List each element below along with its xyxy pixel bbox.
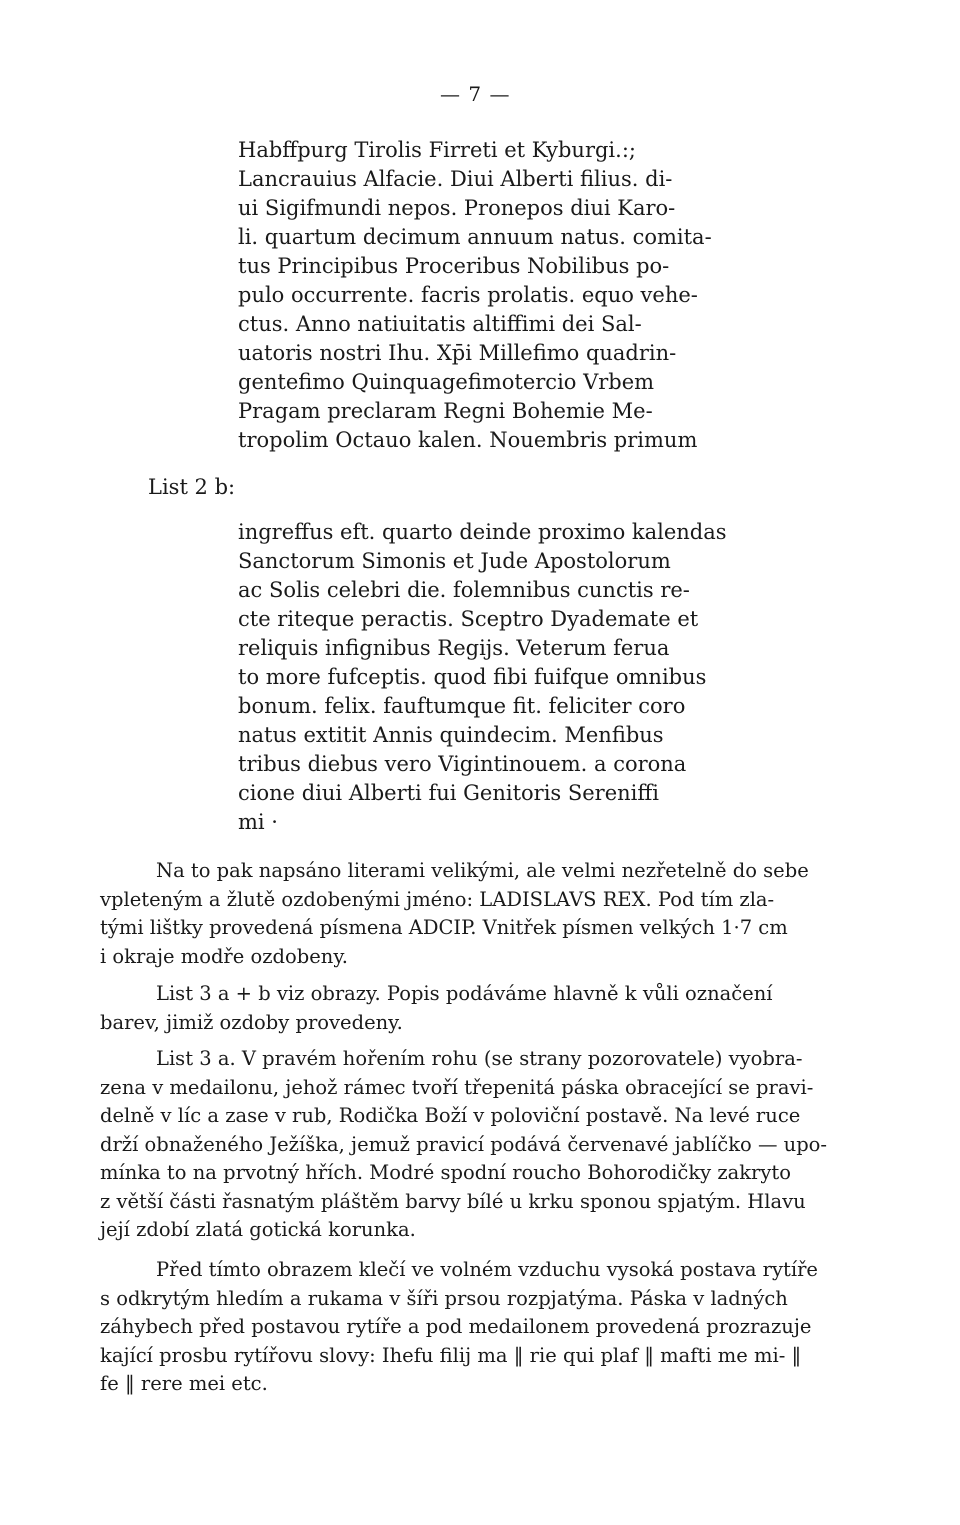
paragraph-list-3a [100,1045,865,1245]
latin-verse-block-b [238,518,727,837]
verse-line: ac Solis celebri die. folemnibus cunctis re- [238,578,690,602]
verse-line: Sanctorum Simonis et Jude Apostolorum [238,549,671,573]
paragraph-line: List 3 a. V pravém hořením rohu (se strany pozorovatele) vyobra- [156,1047,803,1070]
paragraph-line: zena v medailonu, jehož rámec tvoří třepenitá páska obracející se pravi- [100,1075,814,1099]
paragraph-line: Před tímto obrazem klečí ve volném vzduchu vysoká postava rytíře [156,1258,818,1281]
paragraph-list-3ab [100,980,865,1037]
verse-line: Lancrauius Alfacie. Diui Alberti filius. di- [238,167,673,191]
verse-line: uatoris nostri Ihu. Xp̄i Millefimo quadrin- [238,341,677,365]
verse-line: cte riteque peractis. Sceptro Dyademate et [238,607,699,631]
verse-line: Pragam preclaram Regni Bohemie Me- [238,399,653,423]
verse-line: ctus. Anno natiuitatis altiffimi dei Sal- [238,312,642,336]
paragraph-line: drží obnaženého Ježíška, jemuž pravicí podává červenavé jablíčko — upo- [100,1132,828,1156]
paragraph-line: z větší části řasnatým pláštěm barvy bílé u krku sponou spjatým. Hlavu [100,1189,806,1213]
paragraph-line: tými lištky provedená písmena ADCIP. Vnitřek písmen velkých 1·7 cm [100,916,788,939]
paragraph-line: delně v líc a zase v rub, Rodička Boží v poloviční postavě. Na levé ruce [100,1104,801,1127]
verse-line: cione diui Alberti fui Genitoris Sereniffi [238,781,660,805]
verse-line: reliquis infignibus Regijs. Veterum ferua [238,636,670,660]
verse-line: li. quartum decimum annuum natus. comita- [238,225,712,249]
page-number: — 7 — [440,82,511,106]
paragraph-line: Na to pak napsáno literami velikými, ale velmi nezřetelně do sebe [156,859,809,882]
paragraph-line: vpleteným a žlutě ozdobenými jméno: LADISLAVS REX. Pod tím zla- [100,887,775,911]
verse-line: tropolim Octauo kalen. Nouembris primum [238,428,698,452]
verse-line: bonum. felix. fauftumque fit. feliciter coro [238,694,686,718]
paragraph-line: mínka to na prvotný hřích. Modré spodní roucho Bohorodičky zakryto [100,1161,791,1184]
verse-line: to more fufceptis. quod fibi fuifque omnibus [238,665,707,689]
verse-line: ui Sigifmundi nepos. Pronepos diui Karo- [238,196,676,220]
verse-line: ingreffus eft. quarto deinde proximo kalendas [238,520,727,544]
verse-line: tus Principibus Proceribus Nobilibus po- [238,254,670,278]
verse-line: tribus diebus vero Vigintinouem. a corona [238,752,687,776]
paragraph-line: i okraje modře ozdobeny. [100,944,348,968]
paragraph-line: kající prosbu rytířovu slovy: Ihefu filij ma ‖ rie qui plaf ‖ mafti me mi- ‖ [100,1343,802,1367]
folio-label: List 2 b: [148,475,236,499]
paragraph-ladislavs-rex [100,857,865,971]
paragraph-knight [100,1256,865,1399]
paragraph-line: fe ‖ rere mei etc. [100,1372,268,1395]
verse-line: Habffpurg Tirolis Firreti et Kyburgi.:; [238,138,636,162]
paragraph-line: její zdobí zlatá gotická korunka. [100,1218,416,1241]
verse-line: mi · [238,810,278,834]
paragraph-line: s odkrytým hledím a rukama v šíři prsou rozpjatýma. Páska v ladných [100,1286,788,1310]
paragraph-line: záhybech před postavou rytíře a pod medailonem provedená prozrazuje [100,1315,812,1338]
latin-verse-block-a [238,136,712,455]
paragraph-line: barev, jimiž ozdoby provedeny. [100,1010,403,1034]
verse-line: gentefimo Quinquagefimotercio Vrbem [238,370,655,394]
verse-line: pulo occurrente. facris prolatis. equo vehe- [238,283,698,307]
paragraph-line: List 3 a + b viz obrazy. Popis podáváme hlavně k vůli označení [156,982,773,1005]
verse-line: natus extitit Annis quindecim. Menfibus [238,723,664,747]
